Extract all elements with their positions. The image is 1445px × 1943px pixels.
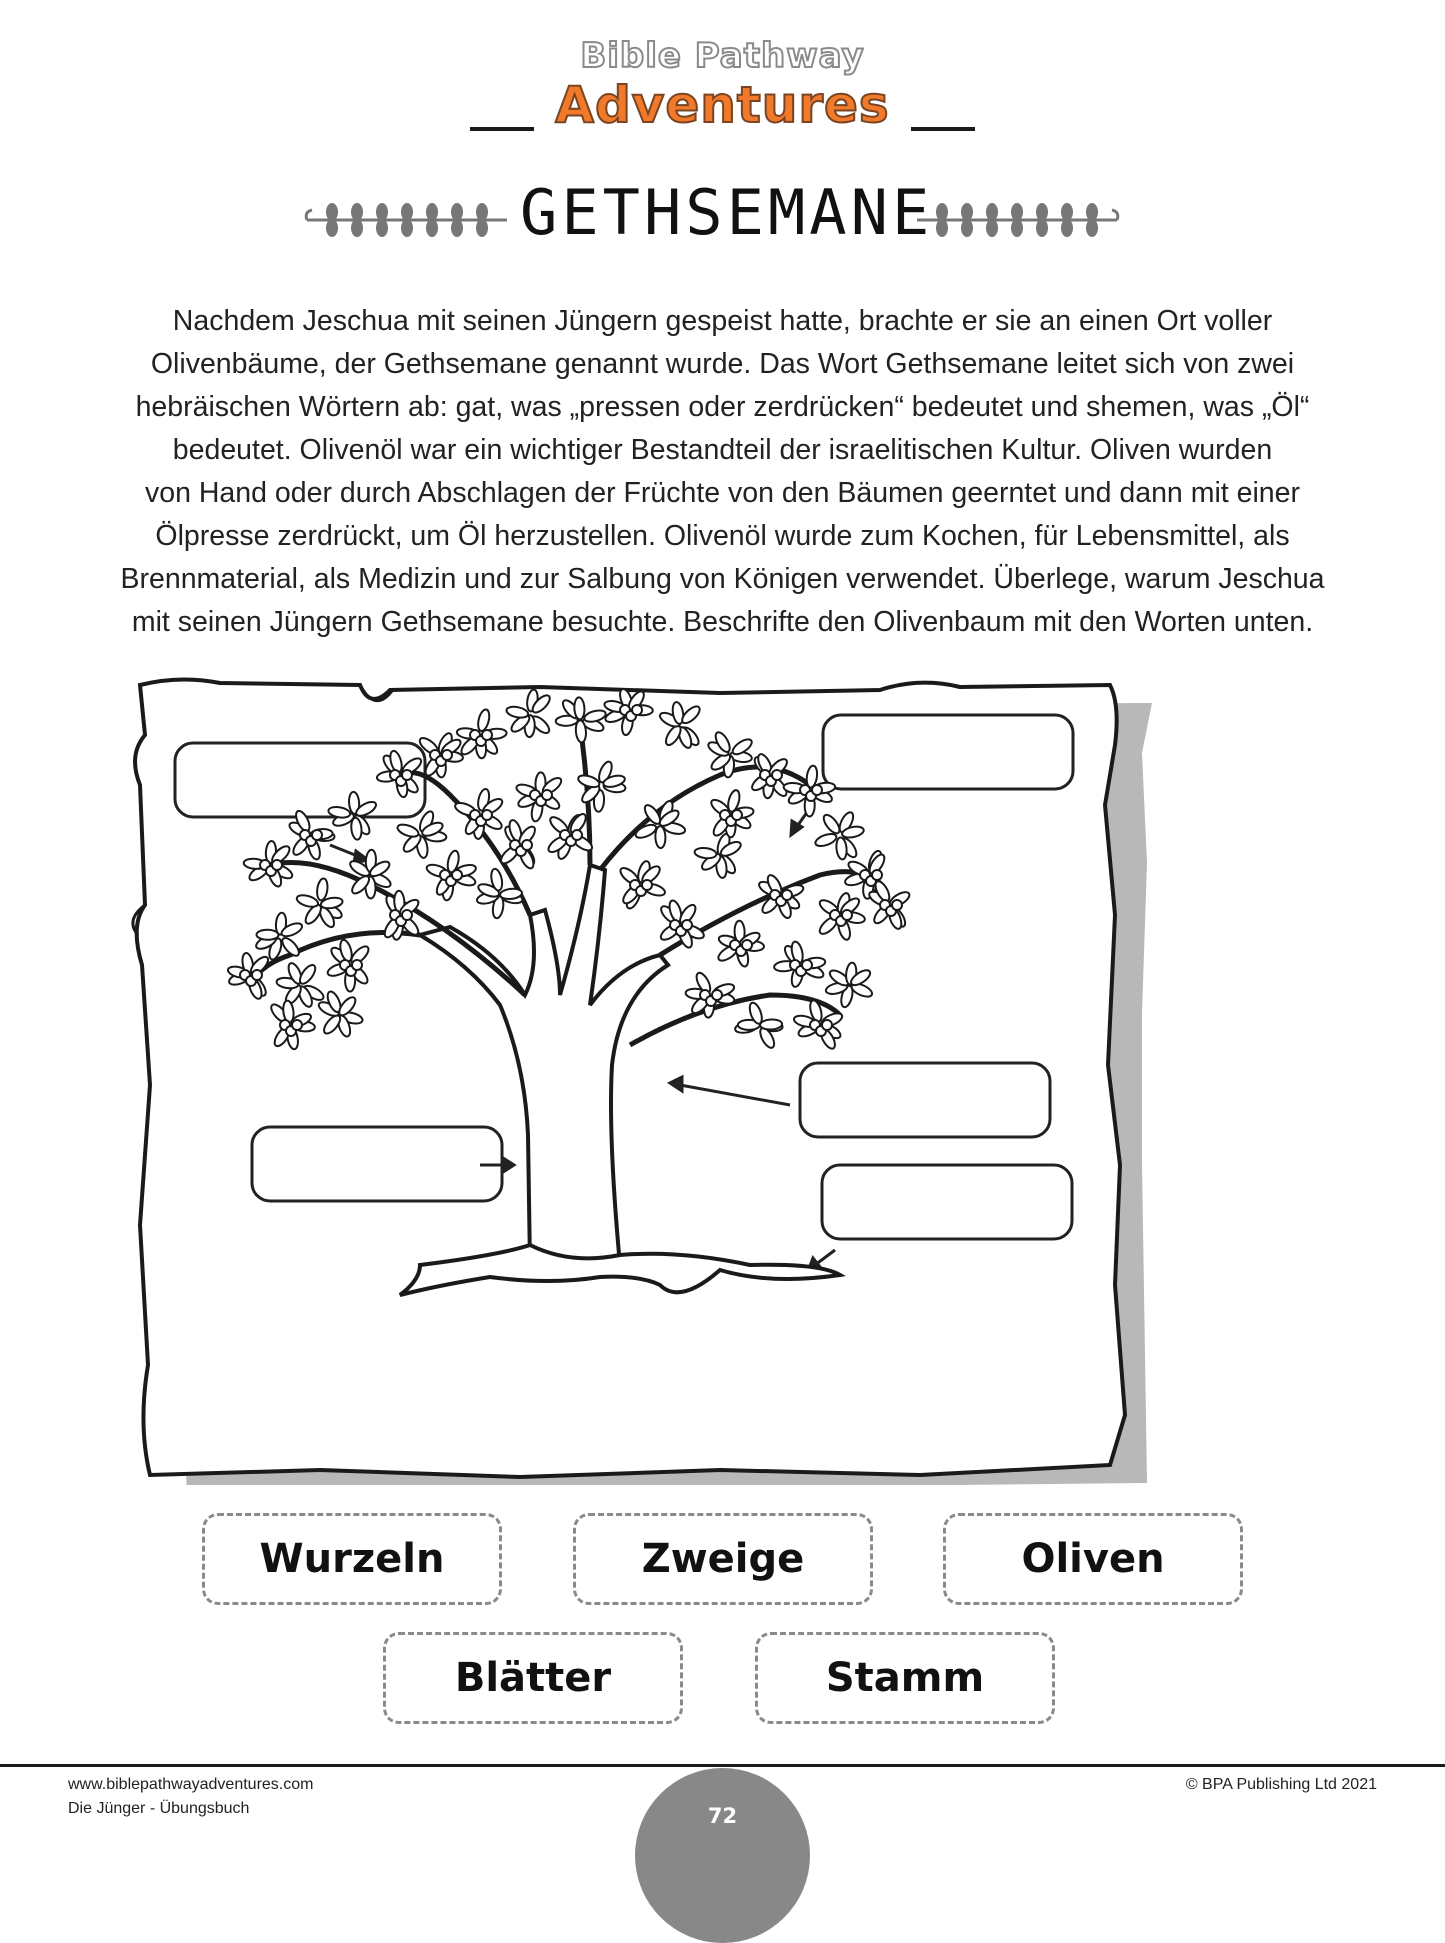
intro-line: Olivenbäume, der Gethsemane genannt wurde. Das Wort Gethsemane leitet sich von zwei (150, 348, 1295, 380)
intro-line: mit seinen Jüngern Gethsemane besuchte. Beschrifte den Olivenbaum mit den Worten unten. (131, 606, 1314, 638)
olive (802, 960, 812, 970)
footer-url[interactable]: www.biblepathwayadventures.com (68, 1776, 314, 1793)
footer-copyright: © BPA Publishing Ltd 2021 (1185, 1776, 1377, 1793)
logo-dash-left (470, 127, 534, 131)
olive (522, 840, 532, 850)
olive (482, 730, 492, 740)
footer-book-title: Die Jünger - Übungsbuch (68, 1800, 250, 1817)
intro-line: Nachdem Jeschua mit seinen Jüngern gespeist hatte, brachte er sie an einen Ort voller (172, 305, 1273, 337)
olive (772, 770, 782, 780)
olive (402, 770, 412, 780)
publisher-logo (470, 36, 975, 136)
olive (732, 810, 742, 820)
olive (402, 910, 412, 920)
olive (542, 790, 552, 800)
label-box-mid-right (800, 1063, 1050, 1137)
label-box-lower-left (252, 1127, 502, 1201)
olive (442, 750, 452, 760)
olive (712, 990, 722, 1000)
label-box-lower-right (822, 1165, 1072, 1239)
olive (632, 705, 642, 715)
olive (812, 785, 822, 795)
logo-line-2: Adventures (555, 76, 890, 134)
olive (742, 940, 752, 950)
olive-tree-illustration (120, 665, 1330, 1485)
intro-line: Ölpresse zerdrückt, um Öl herzustellen. Olivenöl wurde zum Kochen, für Lebensmittel, als (155, 520, 1290, 552)
leaf (574, 697, 585, 719)
olive (352, 960, 362, 970)
olive (822, 1020, 832, 1030)
logo-dash-right (911, 127, 975, 131)
word-card-wurzeln[interactable]: Wurzeln (202, 1513, 502, 1605)
olive (252, 970, 262, 980)
olive (272, 860, 282, 870)
intro-paragraph (60, 300, 1385, 644)
olive (292, 1020, 302, 1030)
olive (312, 830, 322, 840)
olive (892, 900, 902, 910)
olive (482, 810, 492, 820)
word-card-zweige[interactable]: Zweige (573, 1513, 873, 1605)
word-card-stamm[interactable]: Stamm (755, 1632, 1055, 1724)
vine-ornament-left-icon (302, 200, 512, 240)
label-box-top-right (823, 715, 1073, 789)
intro-line: von Hand oder durch Abschlagen der Früchte von den Bäumen geerntet und dann mit einer (144, 477, 1300, 509)
intro-line: hebräischen Wörtern ab: gat, was „pressen oder zerdrücken“ bedeutet und shemen, was „Öl“ (135, 391, 1310, 423)
olive (452, 870, 462, 880)
leaf (760, 1019, 782, 1030)
footer-divider (0, 1764, 1445, 1767)
logo-line-1: Bible Pathway (580, 36, 865, 76)
leaf (256, 930, 278, 940)
olive (842, 910, 852, 920)
page-number: 72 (707, 1804, 738, 1828)
word-card-oliven[interactable]: Oliven (943, 1513, 1243, 1605)
olive (682, 920, 692, 930)
page-number-badge (635, 1768, 810, 1943)
page-title: GETHSEMANE (520, 176, 934, 249)
olive (782, 890, 792, 900)
intro-line: bedeutet. Olivenöl war ein wichtiger Bestandteil der israelitischen Kultur. Oliven wurden (172, 434, 1273, 466)
olive (642, 880, 652, 890)
intro-line: Brennmaterial, als Medizin und zur Salbung von Königen verwendet. Überlege, warum Jeschua (120, 563, 1325, 595)
vine-ornament-right-icon (912, 200, 1122, 240)
olive (572, 830, 582, 840)
word-card-blaetter[interactable]: Blätter (383, 1632, 683, 1724)
olive (872, 870, 882, 880)
